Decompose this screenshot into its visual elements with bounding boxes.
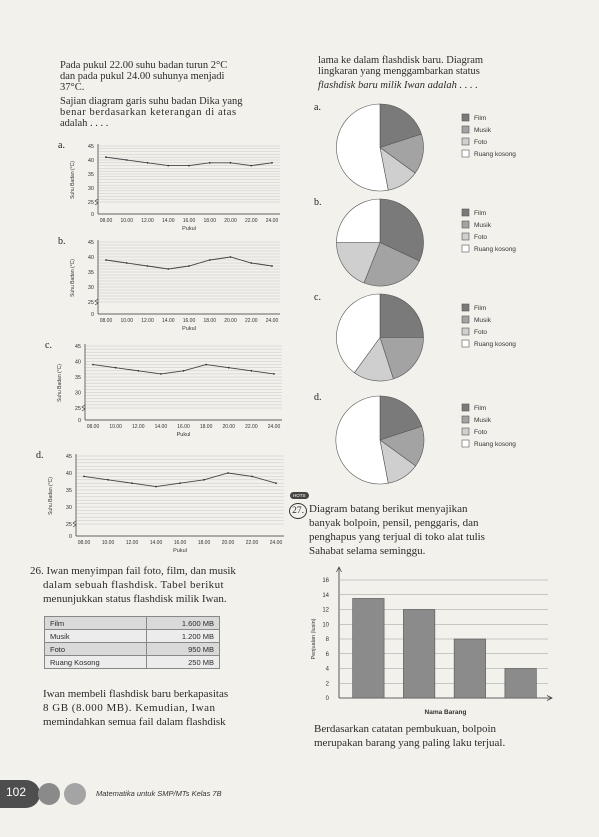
y-tick-label: 0 <box>77 418 81 424</box>
series-line <box>106 157 272 165</box>
bar <box>505 669 536 699</box>
y-tick-label: 0 <box>68 534 72 540</box>
legend-swatch <box>462 138 469 145</box>
page-number: 102 <box>6 785 27 799</box>
legend-label: Film <box>474 210 487 217</box>
bar-chart <box>305 562 560 722</box>
x-tick-label: 16.00 <box>177 424 190 430</box>
pie-option-c <box>312 290 542 385</box>
x-tick-label: 16.00 <box>182 218 196 224</box>
axis-break <box>82 405 85 411</box>
legend-label: Ruang kosong <box>474 341 516 348</box>
data-point <box>179 482 181 484</box>
legend-label: Musik <box>474 417 491 424</box>
x-axis-label: Pukul <box>182 226 196 232</box>
axis-break <box>95 299 98 305</box>
q26-continued-line3: flashdisk baru milik Iwan adalah . . . . <box>318 80 478 91</box>
legend-swatch <box>462 126 469 133</box>
pie-option-label: c. <box>314 292 321 303</box>
data-point <box>126 159 128 161</box>
table-cell-size: 1.200 MB <box>147 630 220 643</box>
q25-question-line3: adalah . . . . <box>60 118 109 129</box>
y-tick-label: 45 <box>87 240 94 246</box>
table-cell-size: 250 MB <box>147 656 220 669</box>
legend-label: Foto <box>474 329 488 336</box>
line-chart-d <box>36 450 292 558</box>
y-tick-label: 0 <box>90 312 94 318</box>
x-tick-label: 16.00 <box>173 540 187 546</box>
y-axis-label: Suhu Badan (°C) <box>70 259 76 297</box>
y-axis-label: Suhu Badan (°C) <box>57 364 63 402</box>
table-row <box>45 656 220 669</box>
x-tick-label: 08.00 <box>77 540 91 546</box>
x-tick-label: 22.00 <box>245 540 259 546</box>
legend-swatch <box>462 328 469 335</box>
x-axis-label: Pukul <box>182 326 196 332</box>
data-point <box>230 162 232 164</box>
data-point <box>160 373 162 375</box>
y-tick-label: 40 <box>74 359 81 366</box>
data-point <box>107 479 109 481</box>
data-point <box>273 373 275 375</box>
data-point <box>250 370 252 372</box>
q27-line1: Diagram batang berikut menyajikan <box>309 503 468 515</box>
x-tick-label: 10.00 <box>120 218 134 224</box>
legend-label: Ruang kosong <box>474 441 516 448</box>
y-tick-label: 2 <box>325 681 329 688</box>
pie-option-a <box>312 100 542 195</box>
q26-after-line1: Iwan membeli flashdisk baru berkapasitas <box>43 688 229 700</box>
x-tick-label: 20.00 <box>222 424 236 430</box>
x-tick-label: 10.00 <box>120 318 134 324</box>
table-cell-type: Ruang Kosong <box>45 656 147 669</box>
table-cell-size: 1.600 MB <box>147 617 220 630</box>
legend-swatch <box>462 150 469 157</box>
legend-swatch <box>462 114 469 121</box>
data-point <box>167 268 169 270</box>
q27-number: 27. <box>289 503 307 519</box>
y-tick-label: 45 <box>74 344 81 350</box>
data-point <box>275 482 277 484</box>
x-tick-label: 22.00 <box>245 424 258 430</box>
legend-label: Ruang kosong <box>474 151 516 158</box>
data-point <box>147 162 149 164</box>
pie-option-b <box>312 195 542 290</box>
x-tick-label: 18.00 <box>203 218 217 224</box>
data-point <box>230 256 232 258</box>
line-chart-a <box>58 140 288 236</box>
y-tick-label: 25 <box>87 200 94 206</box>
data-point <box>203 479 205 481</box>
x-tick-label: 20.00 <box>221 540 235 546</box>
legend-label: Musik <box>474 127 491 134</box>
x-tick-label: 14.00 <box>161 218 175 224</box>
data-point <box>131 482 133 484</box>
y-tick-label: 40 <box>87 255 94 261</box>
legend-swatch <box>462 304 469 311</box>
y-tick-label: 8 <box>325 637 329 643</box>
data-point <box>105 259 107 261</box>
y-axis-label: Suhu Badan (°C) <box>70 161 76 199</box>
y-tick-label: 40 <box>87 158 94 164</box>
axis-break <box>95 199 98 205</box>
y-tick-label: 4 <box>325 666 329 673</box>
data-point <box>209 259 211 261</box>
x-tick-label: 24.00 <box>267 424 281 430</box>
legend-label: Film <box>474 305 487 312</box>
q27-after-line2: merupakan barang yang paling laku terjual. <box>314 737 506 749</box>
data-point <box>126 262 128 264</box>
y-tick-label: 25 <box>65 522 72 528</box>
legend-label: Film <box>474 405 487 412</box>
legend-label: Foto <box>474 139 488 146</box>
data-point <box>271 265 273 267</box>
x-tick-label: 18.00 <box>199 424 213 430</box>
q26-line3: menunjukkan status flashdisk milik Iwan. <box>43 593 227 605</box>
y-tick-label: 40 <box>65 471 72 477</box>
pie-slice <box>337 199 381 243</box>
pie-slice <box>380 294 424 338</box>
table-cell-type: Musik <box>45 630 147 643</box>
x-tick-label: 14.00 <box>154 424 168 430</box>
legend-label: Musik <box>474 317 491 324</box>
data-point <box>115 367 117 369</box>
legend-swatch <box>462 428 469 435</box>
legend-label: Foto <box>474 429 488 436</box>
legend-label: Ruang kosong <box>474 246 516 253</box>
book-title: Matematika untuk SMP/MTs Kelas 7B <box>96 789 222 798</box>
table-row <box>45 643 220 656</box>
x-tick-label: 18.00 <box>203 318 217 324</box>
q27-line2: banyak bolpoin, pensil, penggaris, dan <box>309 517 479 529</box>
table-row <box>45 630 220 643</box>
x-axis-label: Nama Barang <box>424 709 467 716</box>
x-tick-label: 20.00 <box>224 318 237 324</box>
x-tick-label: 14.00 <box>149 540 163 546</box>
q26-line1: 26. Iwan menyimpan fail foto, film, dan musik <box>30 565 236 577</box>
x-tick-label: 08.00 <box>99 318 113 324</box>
bar <box>353 598 384 698</box>
pie-option-label: a. <box>314 102 321 113</box>
data-point <box>250 262 252 264</box>
line-chart-option-label: c. <box>45 340 52 351</box>
q26-continued-line2: lingkaran yang menggambarkan status <box>318 66 480 77</box>
line-chart-c <box>45 340 290 442</box>
x-tick-label: 24.00 <box>265 318 279 324</box>
data-point <box>183 370 185 372</box>
data-point <box>188 265 190 267</box>
bar <box>403 610 434 699</box>
q26-continued-line1: lama ke dalam flashdisk baru. Diagram <box>318 55 484 66</box>
q25-stem-line3: 37°C. <box>60 82 85 93</box>
flashdisk-status-table <box>44 616 220 669</box>
legend-swatch <box>462 440 469 447</box>
legend-swatch <box>462 245 469 252</box>
table-cell-size: 950 MB <box>147 643 220 656</box>
table-cell-type: Foto <box>45 643 147 656</box>
line-chart-option-label: b. <box>58 236 66 247</box>
x-tick-label: 22.00 <box>244 218 258 224</box>
data-point <box>137 370 139 372</box>
y-tick-label: 35 <box>74 375 81 381</box>
data-point <box>188 165 190 167</box>
x-tick-label: 08.00 <box>99 218 113 224</box>
q26-after-line3: memindahkan semua fail dalam flashdisk <box>43 716 226 728</box>
x-tick-label: 20.00 <box>224 218 237 224</box>
legend-swatch <box>462 416 469 423</box>
axis-break <box>73 521 76 527</box>
y-axis-label: Penjualan (lusin) <box>311 618 317 660</box>
x-axis-label: Pukul <box>176 432 191 438</box>
y-tick-label: 30 <box>87 186 94 192</box>
legend-label: Foto <box>474 234 488 241</box>
y-axis-label: Suhu Badan (°C) <box>48 477 54 515</box>
q27-line3: penghapus yang terjual di toko alat tulis <box>309 531 485 543</box>
hots-badge: HOTS <box>290 492 309 499</box>
footer-dot-1 <box>38 783 60 805</box>
y-tick-label: 30 <box>65 505 72 511</box>
y-tick-label: 0 <box>325 696 329 702</box>
y-tick-label: 0 <box>90 212 94 218</box>
y-tick-label: 25 <box>74 406 81 412</box>
table-row <box>45 617 220 630</box>
data-point <box>155 486 157 488</box>
series-line <box>93 365 274 374</box>
pie-option-label: b. <box>314 197 322 208</box>
q25-question-line2: benar berdasarkan keterangan di atas <box>60 107 237 118</box>
legend-swatch <box>462 233 469 240</box>
data-point <box>271 162 273 164</box>
pie-option-d <box>312 390 542 490</box>
data-point <box>83 476 85 478</box>
x-tick-label: 12.00 <box>131 424 145 430</box>
data-point <box>228 367 230 369</box>
legend-label: Film <box>474 115 487 122</box>
q25-question-line1: Sajian diagram garis suhu badan Dika yang <box>60 96 243 107</box>
y-tick-label: 30 <box>74 390 81 397</box>
pie-option-label: d. <box>314 392 322 403</box>
q26-after-line2: 8 GB (8.000 MB). Kemudian, Iwan <box>43 702 216 714</box>
x-axis-label: Pukul <box>173 548 187 554</box>
x-tick-label: 10.00 <box>101 540 115 546</box>
y-tick-label: 35 <box>87 270 94 276</box>
table-cell-type: Film <box>45 617 147 630</box>
legend-swatch <box>462 404 469 411</box>
y-tick-label: 35 <box>87 172 94 178</box>
legend-swatch <box>462 209 469 216</box>
y-tick-label: 45 <box>65 454 72 460</box>
y-tick-label: 16 <box>322 578 329 584</box>
y-tick-label: 6 <box>325 651 329 658</box>
legend-swatch <box>462 316 469 323</box>
line-chart-option-label: d. <box>36 450 44 461</box>
line-chart-option-label: a. <box>58 140 65 151</box>
data-point <box>205 364 207 366</box>
data-point <box>105 156 107 158</box>
x-tick-label: 18.00 <box>197 540 211 546</box>
bar <box>454 639 485 698</box>
x-tick-label: 12.00 <box>141 318 154 324</box>
data-point <box>92 364 94 366</box>
data-point <box>209 162 211 164</box>
x-tick-label: 12.00 <box>141 218 154 224</box>
x-tick-label: 16.00 <box>182 318 196 324</box>
line-chart-b <box>58 236 288 336</box>
q25-stem-line2: dan pada pukul 24.00 suhunya menjadi <box>60 71 225 82</box>
legend-swatch <box>462 340 469 347</box>
y-tick-label: 30 <box>87 285 94 291</box>
legend-swatch <box>462 221 469 228</box>
x-tick-label: 24.00 <box>265 218 279 224</box>
y-tick-label: 25 <box>87 300 94 306</box>
q27-line4: Sahabat selama seminggu. <box>309 545 426 557</box>
footer-dot-2 <box>64 783 86 805</box>
data-point <box>227 472 229 474</box>
q26-line2: dalam sebuah flashdisk. Tabel berikut <box>43 579 224 591</box>
y-tick-label: 10 <box>322 622 329 629</box>
data-point <box>167 165 169 167</box>
data-point <box>250 165 252 167</box>
x-tick-label: 14.00 <box>161 318 175 324</box>
legend-label: Musik <box>474 222 491 229</box>
q27-after-line1: Berdasarkan catatan pembukuan, bolpoin <box>314 723 497 735</box>
x-tick-label: 24.00 <box>269 540 283 546</box>
x-tick-label: 10.00 <box>109 424 122 430</box>
y-tick-label: 14 <box>322 592 329 599</box>
data-point <box>251 476 253 478</box>
x-tick-label: 12.00 <box>125 540 139 546</box>
q25-stem-line1: Pada pukul 22.00 suhu badan turun 2°C <box>60 60 228 71</box>
x-tick-label: 08.00 <box>86 424 100 430</box>
x-tick-label: 22.00 <box>244 318 258 324</box>
y-tick-label: 45 <box>87 144 94 150</box>
y-tick-label: 35 <box>65 488 72 494</box>
data-point <box>147 265 149 267</box>
y-tick-label: 12 <box>322 607 329 614</box>
